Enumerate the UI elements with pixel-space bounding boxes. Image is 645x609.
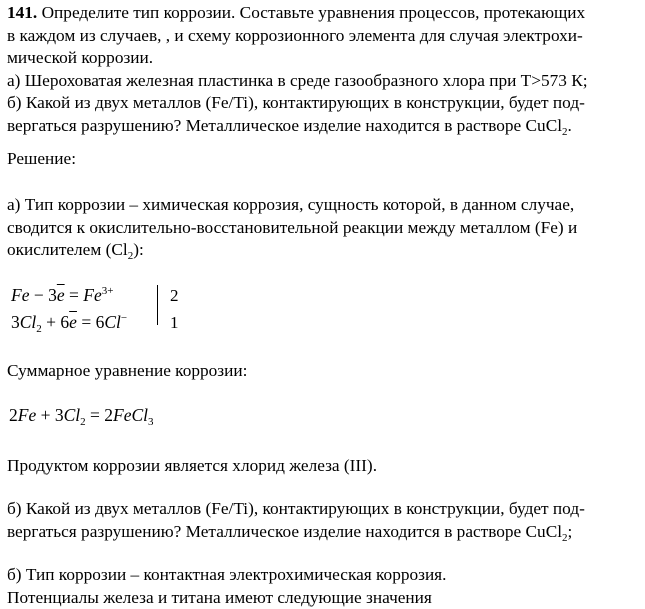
task-line-1: 141. Определите тип коррозии. Составьте уравнения процессов, протекающих	[7, 3, 586, 22]
task-part-b-line-2: вергаться разрушению? Металлическое изделие находится в растворе CuCl$_2$.	[7, 115, 572, 138]
balance-coefficient-1: 2	[170, 286, 179, 305]
task-statement	[7, 2, 635, 137]
part-b-line-1: б) Тип коррозии – контактная электрохимическая коррозия.	[7, 565, 447, 584]
summary-heading: Суммарное уравнение коррозии:	[7, 361, 248, 380]
half-reaction-2: $3Cl_2 + 6\overline{e} = 6Cl^-$	[11, 312, 128, 335]
product-line: Продуктом коррозии является хлорид железа (III).	[7, 456, 378, 475]
half-reaction-1: $Fe - 3\overline{e} = Fe^{3+}$	[11, 285, 114, 305]
part-a-line-3: окислителем $(Cl_2)$:	[7, 240, 144, 262]
part-b-question-line-1: б) Какой из двух металлов (Fe/Ti), контактирующих в конструкции, будет под-	[7, 499, 585, 518]
part-a-text	[7, 194, 635, 262]
part-a-line-2: сводится к окислительно-восстановительной реакции между металлом (Fe) и	[7, 217, 578, 237]
part-b-answer	[7, 564, 635, 609]
task-number: 141.	[7, 3, 38, 22]
task-line-3: мической коррозии.	[7, 48, 154, 67]
task-part-a: а) Шероховатая железная пластинка в среде газообразного хлора при Т>573 К;	[7, 70, 588, 90]
part-b-line-2: Потенциалы железа и титана имеют следующие значения	[7, 587, 432, 607]
task-line-2: в каждом из случаев, , и схему коррозионного элемента для случая электрохи-	[7, 25, 583, 45]
part-a-line-1: а) Тип коррозии – химическая коррозия, сущность которой, в данном случае,	[7, 195, 575, 214]
solution-heading: Решение:	[7, 149, 76, 168]
overall-equation: $2Fe + 3Cl_2$ = 2FeCl$_3$	[9, 405, 154, 428]
task-part-b-line-1: б) Какой из двух металлов (Fe/Ti), контактирующих в конструкции, будет под-	[7, 93, 585, 112]
part-b-question	[7, 498, 635, 543]
balance-divider	[157, 285, 158, 325]
balance-coefficient-2: 1	[170, 313, 179, 332]
part-b-question-line-2: вергаться разрушению? Металлическое изделие находится в растворе CuCl$_2$;	[7, 521, 573, 544]
